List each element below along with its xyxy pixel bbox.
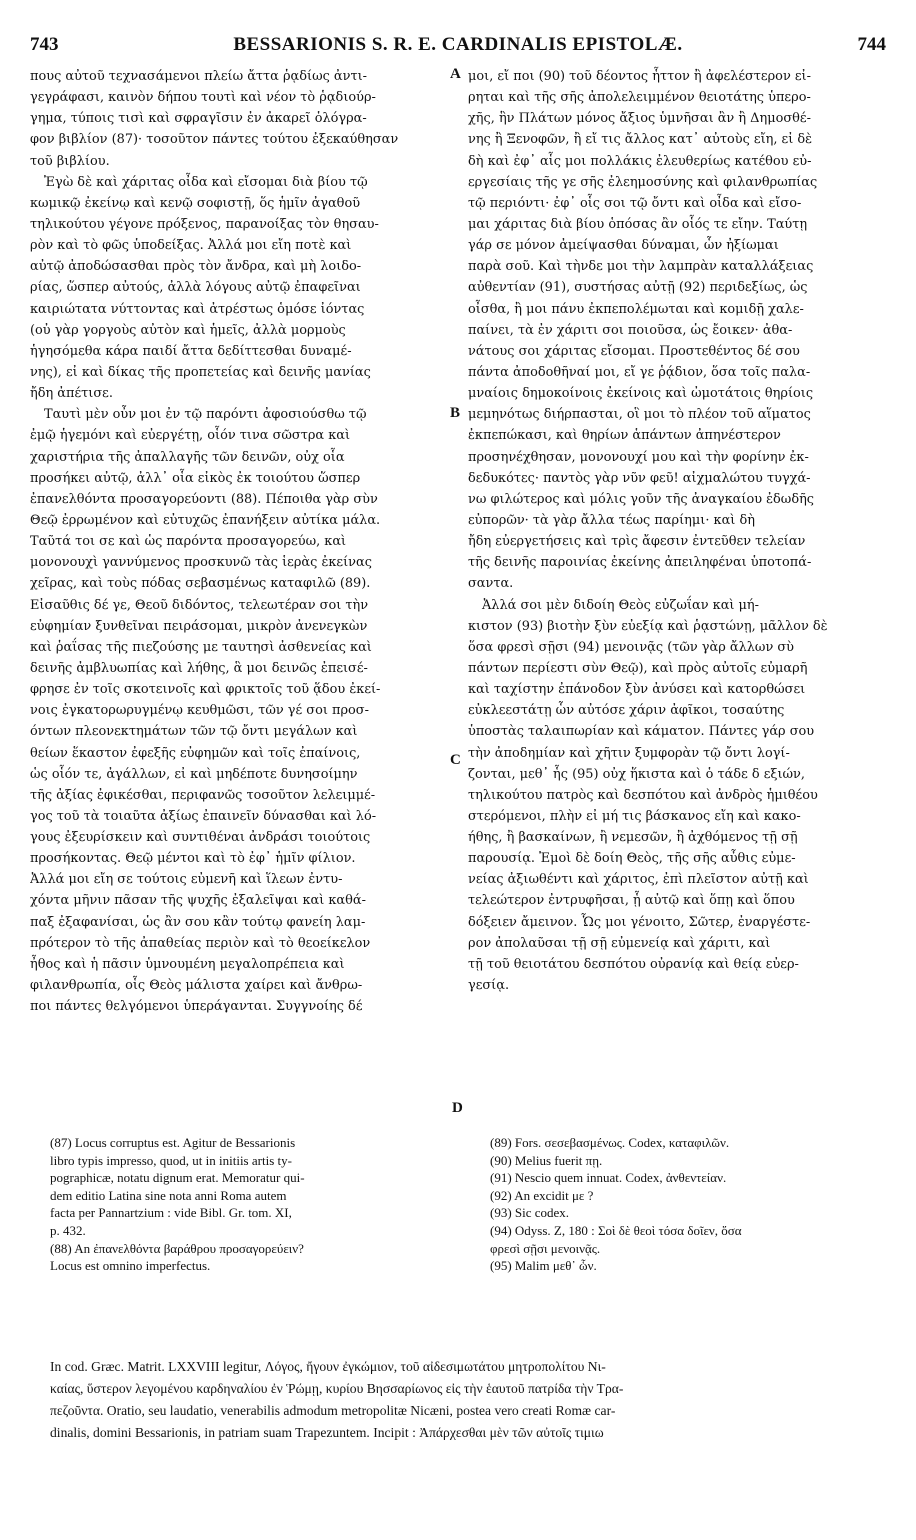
text-line: Θεῷ ἐρρωμένον καὶ εὐτυχῶς ἐπανήξειν αὐτίκα μάλα.	[30, 512, 381, 528]
text-line: Ταυτὶ μὲν οὖν μοι ἐν τῷ παρόντι ἀφοσιούσθω τῷ	[44, 407, 367, 423]
text-line: νης), εἰ καὶ δίκας τῆς προπετείας καὶ δεινῆς μανίας	[30, 364, 371, 380]
text-line: ἐκπεπώκασι, καὶ θηρίων ἁπάντων ἀπηνέστερον	[468, 428, 781, 444]
left-text-column	[30, 66, 444, 1128]
bottom-editorial-note	[50, 1356, 884, 1444]
footnote-line: facta per Pannartzium : vide Bibl. Gr. tom. XI,	[50, 1205, 292, 1221]
text-line: νω φιλώτερος καὶ μόλις γοῦν τῆς ἀναγκαίου ἐδωδῆς	[468, 491, 815, 507]
footnote-line: p. 432.	[50, 1222, 86, 1238]
text-line: ήθης, ἢ βασκαίνων, ἢ νεμεσῶν, ἢ ἀχθόμενος τῇ σῇ	[468, 830, 798, 846]
margin-letter-d: D	[452, 1100, 463, 1116]
footnote-line: Locus est omnino imperfectus.	[50, 1258, 211, 1274]
text-line: καιριώτατα νύττοντας καὶ ἀτρέστως ὁμόσε ἰόντας	[30, 301, 365, 317]
text-line: δὴ καὶ ἐφ᾽ αἷς μοι πολλάκις ἐλευθερίως κατέθου εὐ-	[468, 153, 812, 169]
text-line: όντων πλεονεκτημάτων τῶν τῷ ὄντι μεγάλων καὶ	[30, 724, 358, 740]
text-line: κωμικῷ ἐκείνῳ καὶ κενῷ σοφιστῇ, ὅς ἡμῖν ἀγαθοῦ	[30, 195, 361, 211]
text-line: εὐκλεεστάτῃ ὧν αὐτόσε χάριν ἀφῖκοι, τοσαύτης	[468, 703, 785, 719]
text-line: εὐπορῶν· τὰ γὰρ ἄλλα τέως παρίημι· καὶ δὴ	[468, 512, 755, 528]
text-line: νοις ἐγκατορωρυγμένῳ κευθμῶσι, τῶν γέ σοι προσ-	[30, 703, 369, 719]
text-line: χαριστήρια τῆς ἀπαλλαγῆς τῶν δεινῶν, οὐχ οἷα	[30, 449, 345, 465]
text-line: εὐφημίαν ξυνθεῖναι πειράσομαι, μικρὸν ἀνενεγκὼν	[30, 618, 368, 634]
text-line: οἶσθα, ἢ μοι πάνυ ἐκπεπολέμωται καὶ κομιδῇ χαλε-	[468, 301, 804, 317]
text-line: Ἀλλά σοι μὲν διδοίη Θεὸς εὐζωΐαν καὶ μή-	[482, 597, 760, 613]
right-text-column	[468, 66, 882, 1128]
text-line: Ἐγὼ δὲ καὶ χάριτας οἶδα καὶ εἴσομαι διὰ βίου τῷ	[44, 174, 368, 190]
text-line: ρον ἀπολαῦσαι τῇ σῇ εὐμενείᾳ καὶ χάριτι, καὶ	[468, 935, 771, 951]
text-line: μονονουχὶ γαννύμενος προσκυνῶ τὰς ἱερὰς ἐκείνας	[30, 555, 372, 571]
text-line: παίνει, τὰ ἐν χάριτι σοι ποιοῦσα, ὡς ἔοικεν· ἀθα-	[468, 322, 793, 338]
text-line: κιστον (93) βιοτὴν ξὺν εὐεξίᾳ καὶ ῥᾳστώνῃ, μᾶλλον δὲ	[468, 618, 828, 634]
text-line: τῷ περιόντι· ἐφ᾽ οἷς σοι τῷ ὄντι καὶ οἶδα καὶ εἴσο-	[468, 195, 802, 211]
page-header	[30, 30, 886, 60]
page-number-left: 743	[30, 34, 59, 55]
footnote-line: dem editio Latina sine nota anni Roma autem	[50, 1187, 287, 1203]
footnote-line: (93) Sic codex.	[490, 1205, 570, 1221]
page-number-right: 744	[857, 34, 886, 55]
text-line: καὶ ταχίστην ἐπάνοδον ξὺν ἀνύσει καὶ κατορθώσει	[468, 682, 806, 698]
text-line: γος τοῦ τὰ τοιαῦτα ἀξίως ἐπαινεῖν δύνασθαι καὶ λό-	[30, 808, 377, 824]
text-line: προσηνέχθησαν, μονονουχί μου καὶ τὴν φορίνην ἐκ-	[468, 449, 809, 465]
text-line: νείας ἀξιωθέντι καὶ χάριτος, ἐπὶ πλεῖστον αὐτῇ καὶ	[468, 872, 809, 888]
text-line: νάτους σοι χάριτας εἴσομαι. Προστεθέντος δέ σου	[468, 343, 800, 359]
text-line: τηλικούτου γέγονε πρόξενος, παρανοίξας τὸν θησαυ-	[30, 216, 379, 232]
footnote-line: (95) Malim μεθ᾽ ὧν.	[490, 1258, 597, 1274]
margin-letter-c: C	[450, 752, 461, 768]
footnote-line: pographicæ, notatu dignum erat. Memoratur qui-	[50, 1170, 305, 1186]
bottom-note-line: In cod. Græc. Matrit. LXXVIII legitur, Λόγος, ἤγουν ἐγκώμιον, τοῦ αἰδεσιμωτάτου μητροπολίτου Νι-	[50, 1359, 606, 1374]
margin-letter-b: B	[450, 405, 461, 421]
footnote-line: φρεσὶ σῇσι μενοινᾷς.	[490, 1240, 601, 1256]
text-line: πάντων περίεστι σὺν Θεῷ), καὶ πρὸς αὐτοῖς εὐμαρῆ	[468, 660, 808, 676]
text-line: παξ ἐξαφανίσαι, ὡς ἂν σου κἂν τούτῳ φανείη λαμ-	[30, 914, 366, 930]
text-line: γεσίᾳ.	[468, 978, 510, 994]
text-line: εργεσίαις τῆς γε σῆς ἐλεημοσύνης καὶ φιλανθρωπίας	[468, 174, 818, 190]
text-line: δόξειεν ἄμεινον. Ὧς μοι γένοιτο, Σῶτερ, ἐναργέστε-	[468, 914, 811, 930]
text-line: χόντα μῆνιν πᾶσαν τῆς ψυχῆς ἐξαλεῖψαι καὶ καθά-	[30, 893, 366, 909]
text-line: γημα, τύποις τισὶ καὶ σφραγῖσιν ἐν ἀκαρεῖ ὁλόγρα-	[30, 111, 367, 127]
text-line: προσήκοντας. Θεῷ μέντοι καὶ τὸ ἐφ᾽ ἡμῖν φίλιον.	[30, 851, 356, 867]
text-line: φον βιβλίον (87)· τοσοῦτον πάντες τούτου ἐξεκαύθησαν	[30, 132, 399, 148]
bottom-note-line: καίας, ὕστερον λεγομένου καρδηναλίου ἐν Ῥώμῃ, κυρίου Βησσαρίωνος εἰς τὴν ἑαυτοῦ πατρίδα τὴν Τρα-	[50, 1381, 624, 1396]
text-line: ἦθος καὶ ἡ πᾶσιν ὑμνουμένη μεγαλοπρέπεια καὶ	[30, 956, 345, 972]
text-line: πρότερον τὸ τῆς ἀπαθείας περιὸν καὶ τὸ θεοείκελον	[30, 935, 371, 951]
footnote-line: libro typis impresso, quod, ut in initiis artis ty-	[50, 1152, 292, 1168]
text-line: καὶ ῥαΐσας τῆς πιεζούσης με ταυτησὶ ἀσθενείας καὶ	[30, 639, 372, 655]
text-line: παρουσίᾳ. Ἐμοὶ δὲ δοίη Θεὸς, τῆς σῆς αὖθις εὐμε-	[468, 851, 796, 867]
text-line: αὐτῷ ἀποδώσασθαι πρὸς τὸν ἄνδρα, καὶ μὴ λοιδο-	[30, 259, 362, 275]
text-line: μαι χάριτας διὰ βίου ὁπόσας ἂν οἷός τε εἴην. Ταύτῃ	[468, 216, 808, 232]
text-line: θείων ἕκαστον ἐφεξῆς εὐφημῶν καὶ τοῖς ἐπαίνοις,	[30, 745, 361, 761]
text-line: ρίας, ὥσπερ αὐτούς, ἀλλὰ λόγους αὐτῷ ἐπαφεῖναι	[30, 280, 361, 296]
text-line: νης ἢ Ξενοφῶν, ἢ εἴ τις ἄλλος κατ᾽ αὐτοὺς εἴη, εἰ δὲ	[468, 132, 813, 148]
text-line: ὡς οἷόν τε, ἀγάλλων, εἰ καὶ μηδέποτε δυνησοίμην	[30, 766, 358, 782]
text-line: ὅσα φρεσὶ σῇσι (94) μενοινᾷς (τῶν γὰρ ἄλλων σὺ	[468, 639, 795, 655]
running-title: BESSARIONIS S. R. E. CARDINALIS EPISTOLÆ.	[233, 34, 683, 55]
text-line: μναίοις δημοκοίνοις ἐκείνοις καὶ ὠμοτάτοις θηρίοις	[468, 386, 814, 402]
text-line: ἤδη εὐεργετήσεις καὶ τρὶς ἄφεσιν ἐντεῦθεν τελείαν	[468, 534, 806, 550]
text-line: ποι πάντες θελγόμενοι ὑπεράγανται. Συγγνοίης δέ	[30, 999, 363, 1015]
text-line: μεμηνότως διήρπασται, οἳ μοι τὸ πλέον τοῦ αἵματος	[468, 407, 811, 423]
text-line: Ἀλλά μοι εἴη σε τούτοις εὐμενῆ καὶ ἵλεων ἐντυ-	[30, 872, 343, 888]
text-line: ἐπανελθόντα προσαγορεύοντι (88). Πέποιθα γὰρ σὺν	[30, 491, 378, 507]
text-line: τελεώτερον ἐντρυφῆσαι, ᾗ αὐτῷ καὶ ὅπῃ καὶ ὅπου	[468, 893, 795, 909]
text-line: ρὸν καὶ τὸ φῶς ὑποδείξας. Ἀλλά μοι εἴη ποτὲ καὶ	[30, 238, 352, 254]
text-line: χεῖρας, καὶ τοὺς πόδας σεβασμένως καταφιλῶ (89).	[30, 576, 371, 592]
text-line: γάρ σε μόνον ἀμείψασθαι δύναμαι, ὧν ἠξίωμαι	[468, 238, 779, 254]
text-line: ἤδη ἀπέτισε.	[30, 386, 113, 402]
text-line: τῆς ἀξίας ἐφικέσθαι, περιφανῶς τοσοῦτον λελειμμέ-	[30, 787, 376, 803]
text-line: τὴν ἀποδημίαν καὶ χῆτιν ξυμφορὰν τῷ ὄντι λογί-	[468, 745, 790, 761]
text-line: τοῦ βιβλίου.	[30, 153, 110, 169]
text-line: Ταῦτά τοι σε καὶ ὡς παρόντα προσαγορεύω, καὶ	[30, 534, 347, 550]
text-line: τῇ τοῦ θειοτάτου δεσπότου οὐρανίᾳ καὶ θείᾳ εὐερ-	[468, 956, 799, 972]
text-line: ζονται, μεθ᾽ ἧς (95) οὐχ ἥκιστα καὶ ὁ τάδε δ εξιών,	[468, 766, 805, 782]
text-line: πάντα ἀποδοθῆναί μοι, εἴ γε ῥᾴδιον, ὅσα τοῖς παλα-	[468, 364, 811, 380]
text-line: ἡγησόμεθα κάρα παιδί ἄττα δεδίττεσθαι δυναμέ-	[30, 343, 352, 359]
text-line: Εἰσαῦθις δέ γε, Θεοῦ διδόντος, τελεωτέραν σοι τὴν	[30, 597, 369, 613]
text-line: προσήκει αὐτῷ, ἀλλ᾽ οἷα εἰκὸς ἐκ τοιούτου ὥσπερ	[30, 470, 361, 486]
text-line: πους αὐτοῦ τεχνασάμενοι πλείω ἄττα ῥᾳδίως ἀντι-	[30, 69, 367, 84]
text-line: γους ἐξευρίσκειν καὶ συντιθέναι ἀνδράσι τοιούτοις	[30, 830, 371, 846]
text-line: ρηται καὶ τῆς σῆς ἀπολελειμμένον θειοτάτης ὑπερο-	[468, 90, 811, 106]
text-line: ὑποστὰς ταλαιπωρίαν καὶ κάματον. Πάντες γάρ σου	[468, 724, 815, 740]
bottom-note-line: πεζοῦντα. Oratio, seu laudatio, venerabilis admodum metropolitæ Nicæni, postea vero creati Romæ car-	[50, 1403, 616, 1418]
text-line: γεγράφασι, καινὸν δήπου τουτὶ καὶ νέον τὸ ῥᾳδιούρ-	[30, 90, 376, 106]
footnote-line: (90) Melius fuerit πῃ.	[490, 1152, 603, 1168]
text-line: χῆς, ἣν Πλάτων μόνος ἄξιος ὑμνῆσαι ἂν ἢ Δημοσθέ-	[468, 111, 811, 127]
text-line: μοι, εἴ ποι (90) τοῦ δέοντος ἧττον ἢ ἀφελέστερον εἰ-	[468, 69, 811, 84]
footnote-line: (87) Locus corruptus est. Agitur de Bessarionis	[50, 1135, 296, 1150]
text-line: δεδυκότες· παντὸς γὰρ νῦν φεῦ! αἰχμαλώτου τυγχά-	[468, 470, 811, 486]
text-line: δεινῆς ἀμβλυωπίας καὶ λήθης, ἃ μοι δεινῶς ἐπεισέ-	[30, 660, 368, 676]
text-line: σαντα.	[468, 576, 514, 592]
footnote-line: (88) An ἐπανελθόντα βαράθρου προσαγορεύειν?	[50, 1240, 304, 1256]
footnote-line: (94) Odyss. Z, 180 : Σοὶ δὲ θεοὶ τόσα δοῖεν, ὅσα	[490, 1222, 742, 1238]
footnote-line: (89) Fors. σεσεβασμένως. Codex, καταφιλῶν.	[490, 1135, 730, 1150]
margin-letter-a: A	[450, 66, 461, 82]
footnote-line: (92) An excidit με ?	[490, 1187, 594, 1203]
text-line: τῆς δεινῆς παροινίας ἐκείνης ἀπειληφέναι ὑποτοπά-	[468, 555, 812, 571]
text-line: ἐμῷ ἡγεμόνι καὶ εὐεργέτῃ, οἷόν τινα σῶστρα καὶ	[30, 428, 351, 444]
text-line: παρὰ σοῦ. Καὶ τὴνδε μοι τὴν λαμπρὰν καταλλάξειας	[468, 259, 814, 275]
text-line: τηλικούτου πατρὸς καὶ δεσπότου καὶ ἀνδρὸς ἡμιθέου	[468, 787, 818, 803]
text-line: φρησε ἐν τοῖς σκοτεινοῖς καὶ φρικτοῖς τοῦ ᾅδου ἐκεί-	[30, 682, 381, 698]
text-line: φιλανθρωπία, οἷς Θεὸς μάλιστα χαίρει καὶ ἄνθρω-	[30, 978, 363, 994]
footnotes-left	[50, 1134, 446, 1275]
text-line: αὐθεντίαν (91), συστήσας αὐτῇ (92) περιδεξίως, ὡς	[468, 280, 808, 296]
text-line: (οὐ γὰρ γοργοὺς αὐτὸν καὶ ἡμεῖς, ἀλλὰ μορμοὺς	[30, 322, 346, 338]
footnotes-right	[490, 1134, 882, 1275]
text-line: στερόμενοι, πλὴν εἰ μή τις βάσκανος εἴη καὶ κακο-	[468, 808, 801, 824]
footnote-line: (91) Nescio quem innuat. Codex, ἀνθεντείαν.	[490, 1170, 727, 1186]
bottom-note-line: dinalis, domini Bessarionis, in patriam suam Trapezuntem. Incipit : Ἀπάρχεσθαι μὲν τῶν αὐτοῖς τιμιω	[50, 1425, 604, 1440]
